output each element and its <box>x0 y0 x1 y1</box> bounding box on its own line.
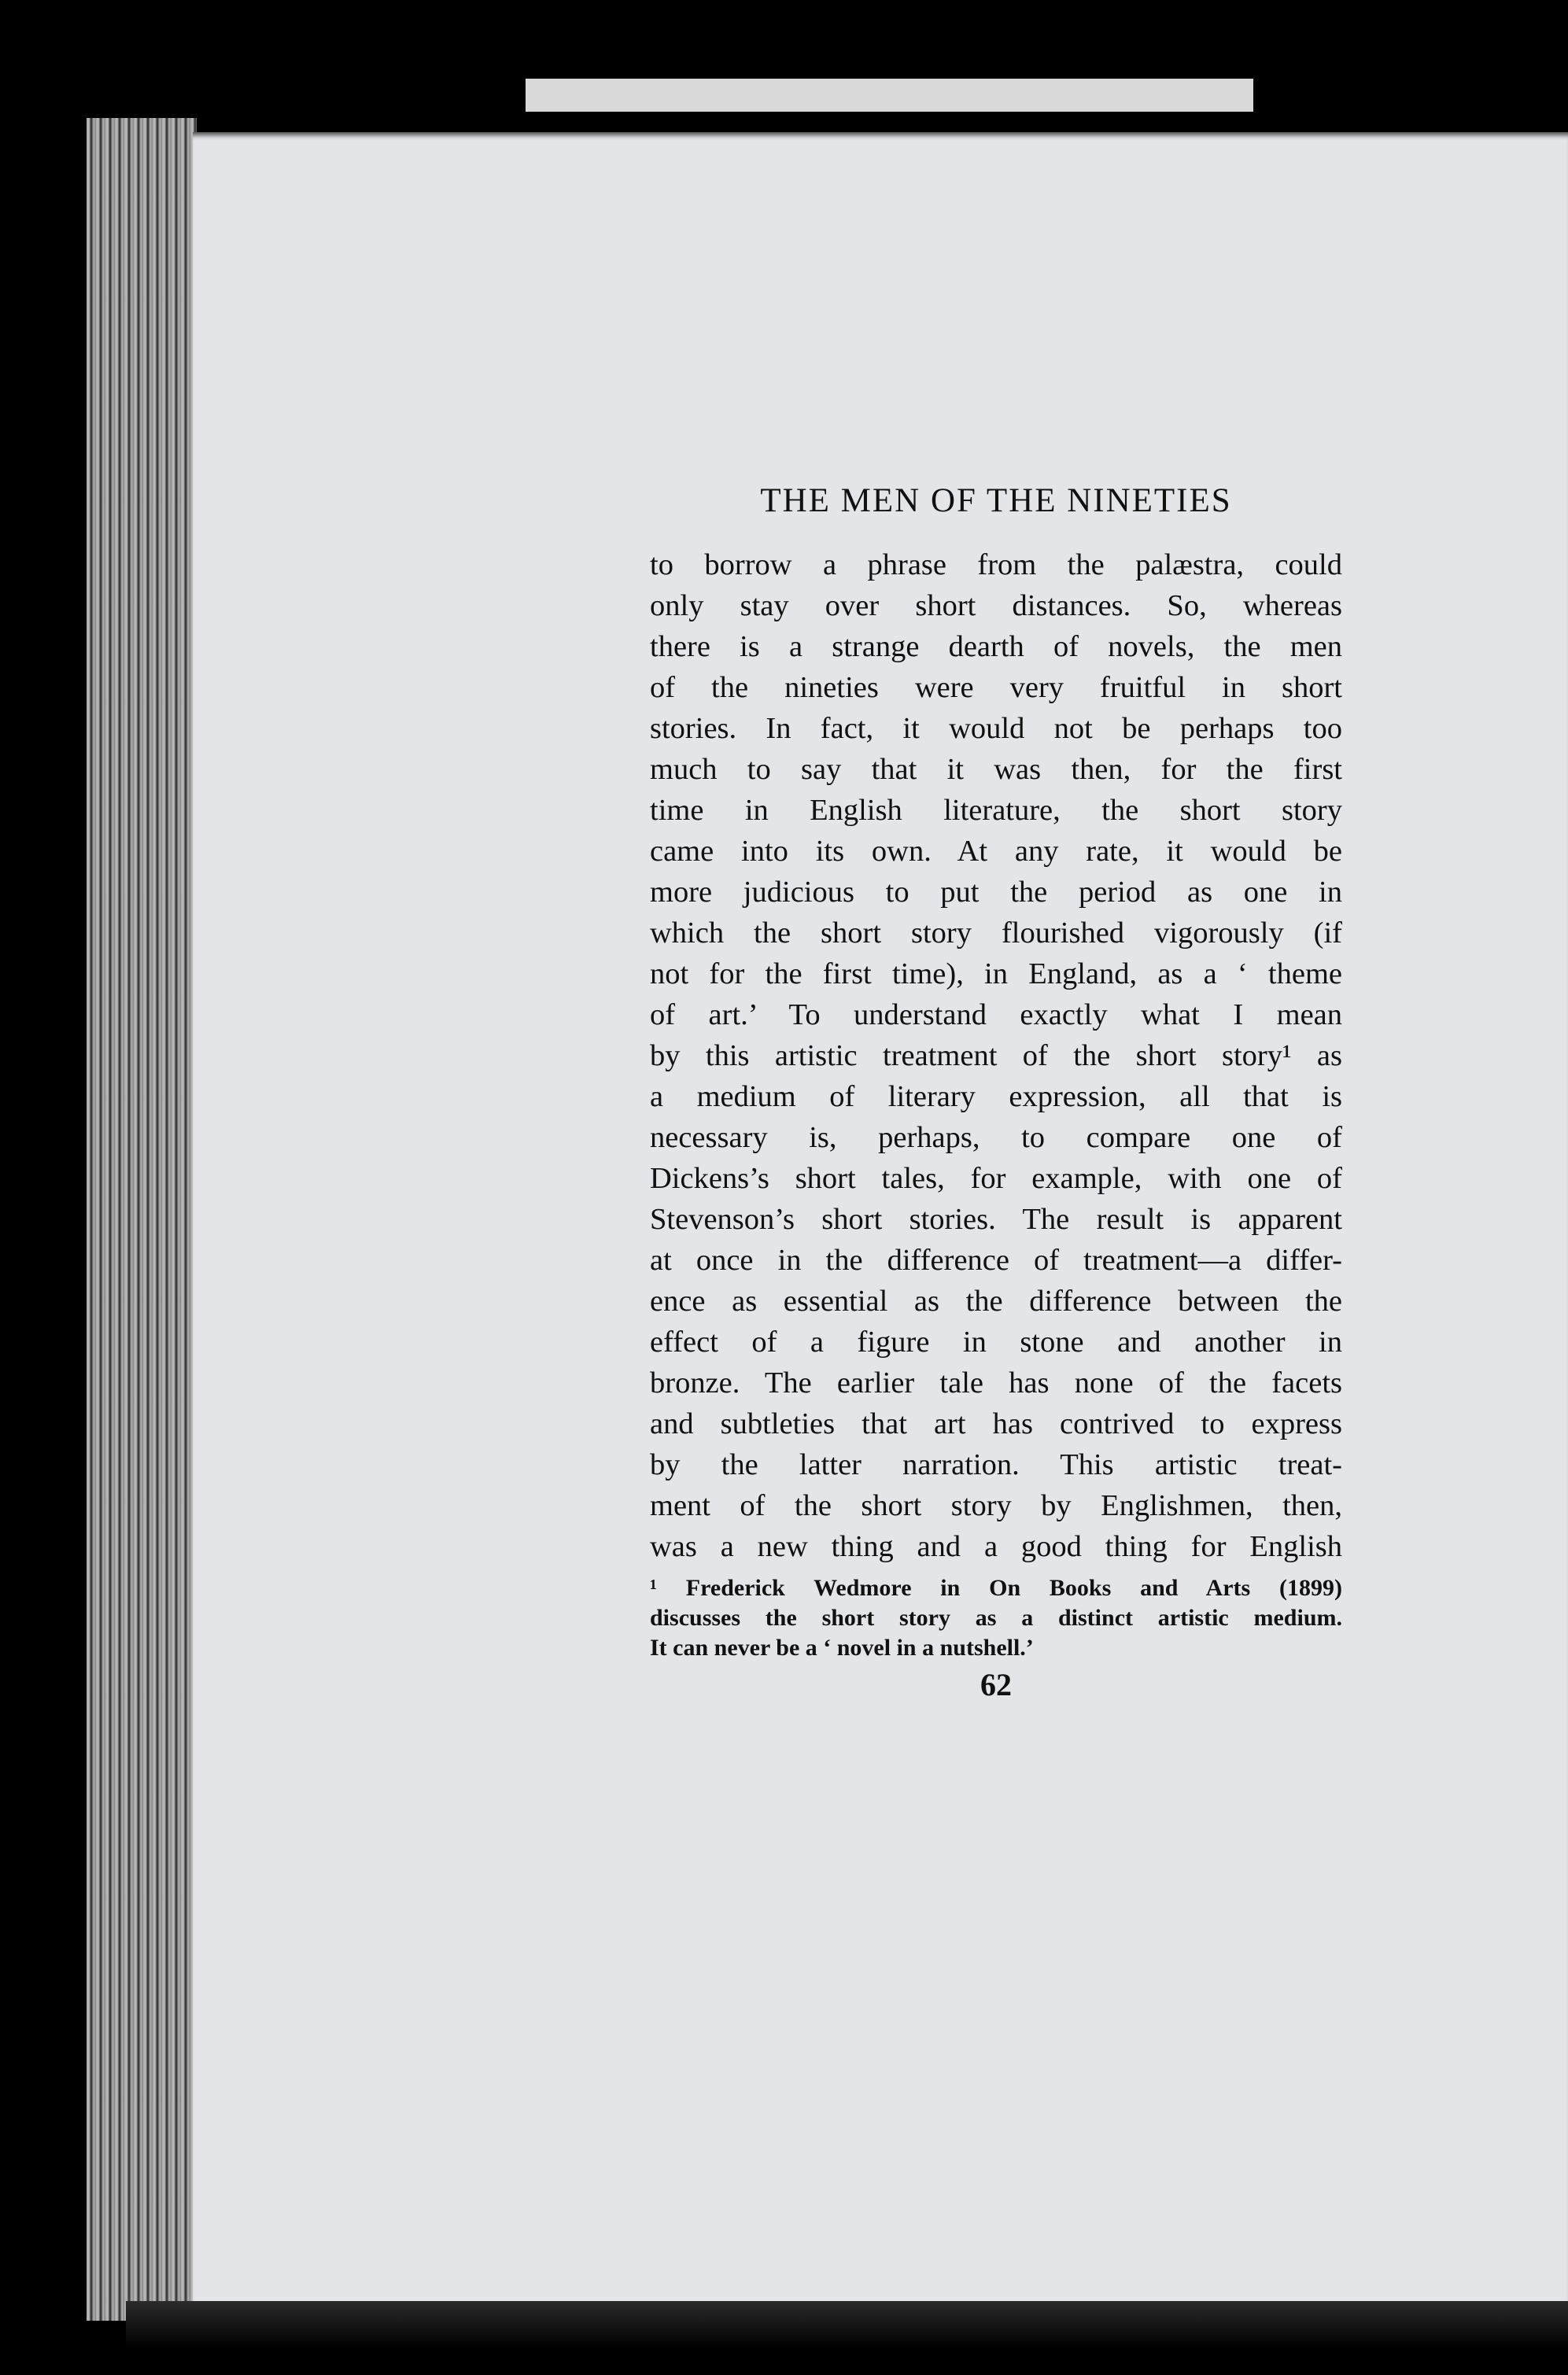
body-line: not for the first time), in England, as a ‘ theme <box>650 957 1342 990</box>
body-line: at once in the difference of treatment—a differ- <box>650 1244 1342 1277</box>
body-line: and subtleties that art has contrived to express <box>650 1407 1342 1440</box>
body-line: there is a strange dearth of novels, the men <box>650 630 1342 663</box>
body-line: by the latter narration. This artistic treat- <box>650 1448 1342 1481</box>
body-text <box>650 544 1342 1567</box>
body-line: which the short story flourished vigorously (if <box>650 916 1342 950</box>
body-line: stories. In fact, it would not be perhaps too <box>650 712 1342 745</box>
page-bottom-edge <box>126 2301 1568 2348</box>
body-line: by this artistic treatment of the short story¹ as <box>650 1039 1342 1072</box>
body-line: necessary is, perhaps, to compare one of <box>650 1121 1342 1154</box>
body-line: Stevenson’s short stories. The result is apparent <box>650 1203 1342 1236</box>
body-line: time in English literature, the short story <box>650 794 1342 827</box>
body-line: ence as essential as the difference between the <box>650 1285 1342 1318</box>
body-line: Dickens’s short tales, for example, with one of <box>650 1162 1342 1195</box>
footnote-line: discusses the short story as a distinct artistic medium. <box>650 1605 1342 1631</box>
body-line: of art.’ To understand exactly what I mean <box>650 998 1342 1031</box>
body-line: of the nineties were very fruitful in short <box>650 671 1342 704</box>
body-line: came into its own. At any rate, it would be <box>650 835 1342 868</box>
body-line: to borrow a phrase from the palæstra, could <box>650 548 1342 581</box>
body-line: more judicious to put the period as one in <box>650 876 1342 909</box>
body-line: was a new thing and a good thing for English <box>650 1530 1342 1563</box>
body-line: only stay over short distances. So, whereas <box>650 589 1342 622</box>
footnote-line: It can never be a ‘ novel in a nutshell.’ <box>650 1635 1034 1661</box>
book-page-edges <box>87 118 197 2321</box>
body-line: much to say that it was then, for the first <box>650 753 1342 786</box>
running-head: THE MEN OF THE NINETIES <box>760 482 1232 519</box>
body-line: a medium of literary expression, all that is <box>650 1080 1342 1113</box>
footnote-line: ¹ Frederick Wedmore in On Books and Arts (1899) <box>650 1575 1342 1601</box>
page-top-strip <box>526 79 1253 112</box>
body-line: ment of the short story by Englishmen, then, <box>650 1489 1342 1522</box>
body-line: effect of a figure in stone and another in <box>650 1326 1342 1359</box>
page-number: 62 <box>980 1667 1012 1702</box>
footnote <box>650 1573 1342 1663</box>
body-line: bronze. The earlier tale has none of the facets <box>650 1366 1342 1400</box>
